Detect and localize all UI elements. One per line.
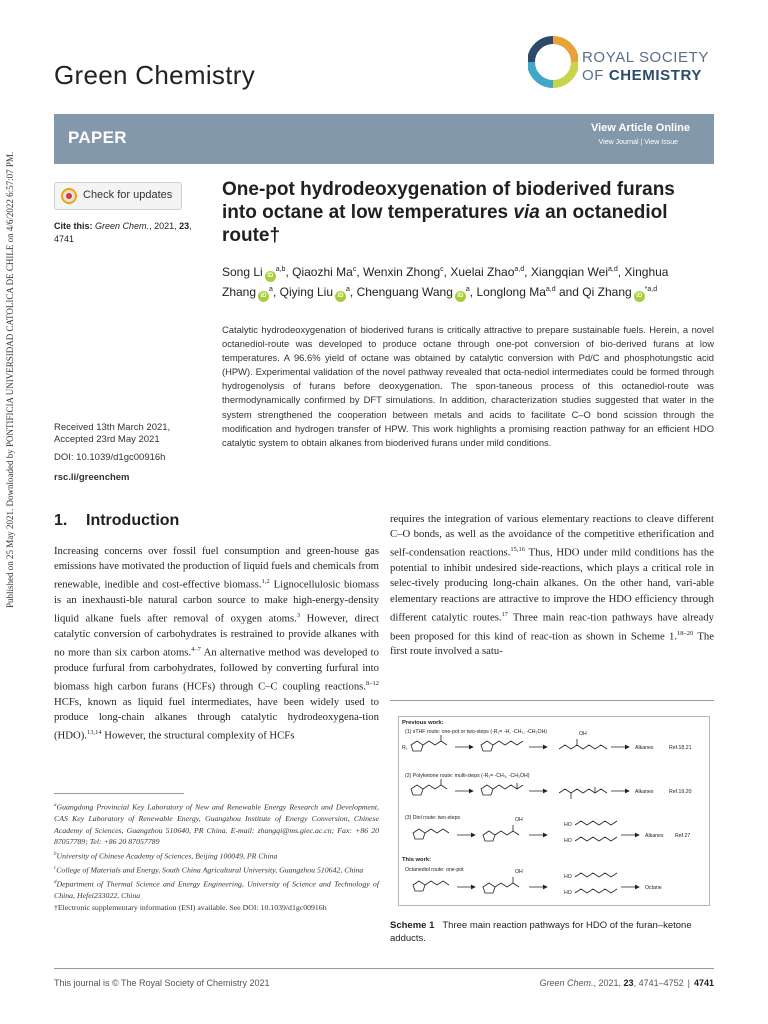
author[interactable]: Xinghua Zhang $iD^a$, <box>222 265 668 299</box>
orcid-icon[interactable]: iD <box>258 291 269 302</box>
affiliation: $^c$College of Materials and Energy, South China Agricultural University, Guangzhou 510642, China <box>54 865 364 875</box>
abstract: Catalytic hydrodeoxygenation of bioderived furans is critically attractive to prepare sustainable fuels. Herein, a novel octanediol-route was developed to produce octane through one-pot conversion of bio-derived furans at low temperatures. A 96.6% yield of octane was obtained by catalytic conversion with Pd/C and phosphotungstic acid (HPW). Experimental validation of the novel pathway revealed that octa-nediol intermediates could be formed through hydrogenolysis of furans before deoxygenation. The spon-taneous process of this octanediol-route was thermodynamically confirmed by DFT simulations. In addition, characterization studies suggested that water in the system strengthened the cooperation between metals and acids to facilitate C–O bond scission through the modification and hydrogen transfer of HPW. This work highlights a promising reaction pathway for an efficient HDO catalytic system to obtain alkanes from bioderived furans under mild conditions. <box>222 324 714 448</box>
author[interactable]: Qiaozhi Ma$^c$, <box>292 265 360 279</box>
author[interactable]: Xuelai Zhao$^{a,d}$, <box>450 265 528 279</box>
check-for-updates-button[interactable] <box>54 182 182 210</box>
orcid-icon[interactable]: iD <box>634 291 645 302</box>
author[interactable]: Song Li iD$^{a,b}$, <box>222 265 289 279</box>
download-watermark: Published on 25 May 2021. Downloaded by PONTIFICIA UNIVERSIDAD CATOLICA DE CHILE on 4/6/2022 6:57:07 PM. <box>5 151 15 609</box>
footer-divider <box>54 968 714 969</box>
citation: Cite this: Green Chem., 2021, 23, 4741 <box>54 221 192 244</box>
rsc-logo[interactable] <box>528 36 724 92</box>
scheme-route-2-label: (2) Polyketone route: multi-steps (-R₁= -CH₃, -CH₂OH) <box>405 773 530 779</box>
scheme-this-work-label: This work: <box>402 857 431 863</box>
orcid-icon[interactable]: iD <box>455 291 466 302</box>
author-list <box>222 262 692 302</box>
affiliation: $^b$University of Chinese Academy of Sciences, Beijing 100049, PR China <box>54 851 278 861</box>
section-heading: 1. Introduction <box>54 512 180 529</box>
journal-issue-links: View Journal | View Issue <box>598 139 678 146</box>
journal-title[interactable]: Green Chemistry <box>54 60 255 90</box>
article-title: One-pot hydrodeoxygenation of bioderived furans into octane at low temperatures via an octanediol route† <box>222 179 675 246</box>
body-text-left: Increasing concerns over fossil fuel consumption and green-house gas emissions have motivated the production of liquid fuels and chemicals from renewable, inedible and cost-effective biomass.$^{1,2}$ Lignocellulosic biomass is an inexhausti-ble natural carbon source to make high-energy-density liquid alkane fuels after removal of oxygen atoms.$^3$ However, direct catalytic conversion of carbohydrates is restrained to provide alkanes with no more than six carbon atoms.$^{4-7}$ An alternative method was developed to produce furfural from carbohydrates, followed by converting furfural into biomass high carbon furans (HCFs) through C–C coupling reactions.$^{8-12}$ HCFs, known as liquid fuel intermediates, have been widely used to produce long-chain alkanes through catalytic hydrodeoxygena-tion (HDO).$^{13,14}$ However, the structural complexity of HCFs <box>54 545 379 743</box>
rsc-name-line1: ROYAL SOCIETY <box>582 49 709 66</box>
scheme-ho-label: HO <box>564 838 572 844</box>
author[interactable]: Wenxin Zhong$^c$, <box>363 265 448 279</box>
citation-ref[interactable]: 15,16 <box>510 546 525 554</box>
crossmark-icon <box>61 188 77 204</box>
citation-ref[interactable]: 4–7 <box>191 646 201 654</box>
affiliation: $^a$Guangdong Provincial Key Laboratory of New and Renewable Energy Research and Development, CAS Key Laboratory of Renewable Energy, Guangzhou Institute of Energy Conversion, Chinese Academy of Sciences, Guangzhou 510640, PR China. E-mail: zhangqi@ms.giec.ac.cn; Fax: +86 20 87057789; Tel: +86 20 87057789 <box>54 802 379 847</box>
author[interactable]: Longlong Ma$^{a,d}$ <box>476 285 556 299</box>
copyright-note: This journal is © The Royal Society of Chemistry 2021 <box>54 978 270 988</box>
page-citation: Green Chem., 2021, 23, 4741–4752 | 4741 <box>539 978 714 988</box>
page-number: 4741 <box>693 978 714 988</box>
scheme-alkanes-label: Alkanes <box>645 833 664 839</box>
journal-short-link[interactable]: rsc.li/greenchem <box>54 472 130 483</box>
author[interactable]: Xiangqian Wei$^{a,d}$, <box>530 265 622 279</box>
scheme-previous-work-label: Previous work: <box>402 720 444 726</box>
scheme-oh-label: OH <box>515 817 523 823</box>
view-article-online-link[interactable]: View Article Online <box>590 122 690 134</box>
scheme-alkanes-label: Alkanes <box>635 745 654 751</box>
scheme-structures <box>399 717 711 907</box>
view-journal-link[interactable]: View Journal <box>598 139 639 146</box>
citation-ref[interactable]: 1,2 <box>261 578 270 586</box>
scheme-ref-1: Ref.18,21 <box>669 745 692 751</box>
author[interactable]: Chenguang Wang $iD^a$, <box>357 285 474 299</box>
author[interactable]: and Qi Zhang iD$^{*a,d}$ <box>559 285 657 299</box>
orcid-icon[interactable]: iD <box>335 291 346 302</box>
footnote-divider <box>54 793 184 794</box>
affiliations <box>54 800 379 915</box>
article-type-label: PAPER <box>68 128 127 147</box>
citation-ref[interactable]: 17 <box>501 610 509 618</box>
doi-link[interactable]: DOI: 10.1039/d1gc00916h <box>54 452 166 463</box>
scheme-oh-label: OH <box>579 731 587 737</box>
scheme-ho-label: HO <box>564 822 572 828</box>
received-dates: Received 13th March 2021, Accepted 23rd May 2021 <box>54 422 171 445</box>
check-for-updates-label: Check for updates <box>83 189 173 201</box>
scheme-divider <box>390 700 714 701</box>
rsc-name-line2: OF CHEMISTRY <box>582 67 702 84</box>
scheme-route-3-label: (3) Diol route: two-steps <box>405 815 461 821</box>
scheme-route-4-label: Octanediol route: one-pot <box>405 867 464 873</box>
scheme-ho-label: HO <box>564 874 572 880</box>
scheme-1-figure[interactable] <box>398 716 710 906</box>
citation-ref[interactable]: 3 <box>296 612 301 620</box>
scheme-ref-3: Ref.27 <box>675 833 691 839</box>
rsc-logo-mark-icon <box>528 36 578 92</box>
article-type-band <box>54 114 714 164</box>
orcid-icon[interactable]: iD <box>265 271 276 282</box>
affiliation: $^d$Department of Thermal Science and Energy Engineering, University of Science and Technology of China, Hefei233022, China <box>54 879 379 900</box>
scheme-alkanes-label: Alkanes <box>635 789 654 795</box>
scheme-caption: Scheme 1 Three main reaction pathways for HDO of the furan–ketone adducts. <box>390 920 692 944</box>
view-issue-link[interactable]: View Issue <box>644 139 678 146</box>
body-text-right: requires the integration of various elementary reactions to cleave different C–O bonds, as well as the avoidance of the competitive etherification and self-condensation reactions.$^{15,16}$ Thus, HDO under mild conditions has the potential to inhibit undesired side-reactions, which plays a critical role in selec-tively producing long-chain alkanes. On the other hand, vari-able elementary reactions are attractive to improve the HDO efficiency through different catalytic routes.$^{17}$ Three main reac-tion pathways have already been proposed for this kind of reac-tion as shown in Scheme 1.$^{18-20}$ The first route involved a satu- <box>390 513 714 658</box>
scheme-ref-2: Ref.19,20 <box>669 789 692 795</box>
scheme-r1-label: R₁ <box>402 745 408 751</box>
esi-note: †Electronic supplementary information (ESI) available. See DOI: 10.1039/d1gc00916h <box>54 903 327 913</box>
citation-ref[interactable]: 13,14 <box>86 729 102 737</box>
citation-ref[interactable]: 8–12 <box>366 680 379 688</box>
author[interactable]: Qiying Liu $iD^a$, <box>280 285 354 299</box>
scheme-octane-label: Octane <box>645 885 662 891</box>
scheme-route-1-label: (1) sTHF route: one-pot or two-steps (-R₁= -H, -CH₃, -CH₂OH) <box>405 729 548 735</box>
citation-ref[interactable]: 18–20 <box>677 629 694 637</box>
scheme-ho-label: HO <box>564 890 572 896</box>
scheme-oh-label: OH <box>515 869 523 875</box>
